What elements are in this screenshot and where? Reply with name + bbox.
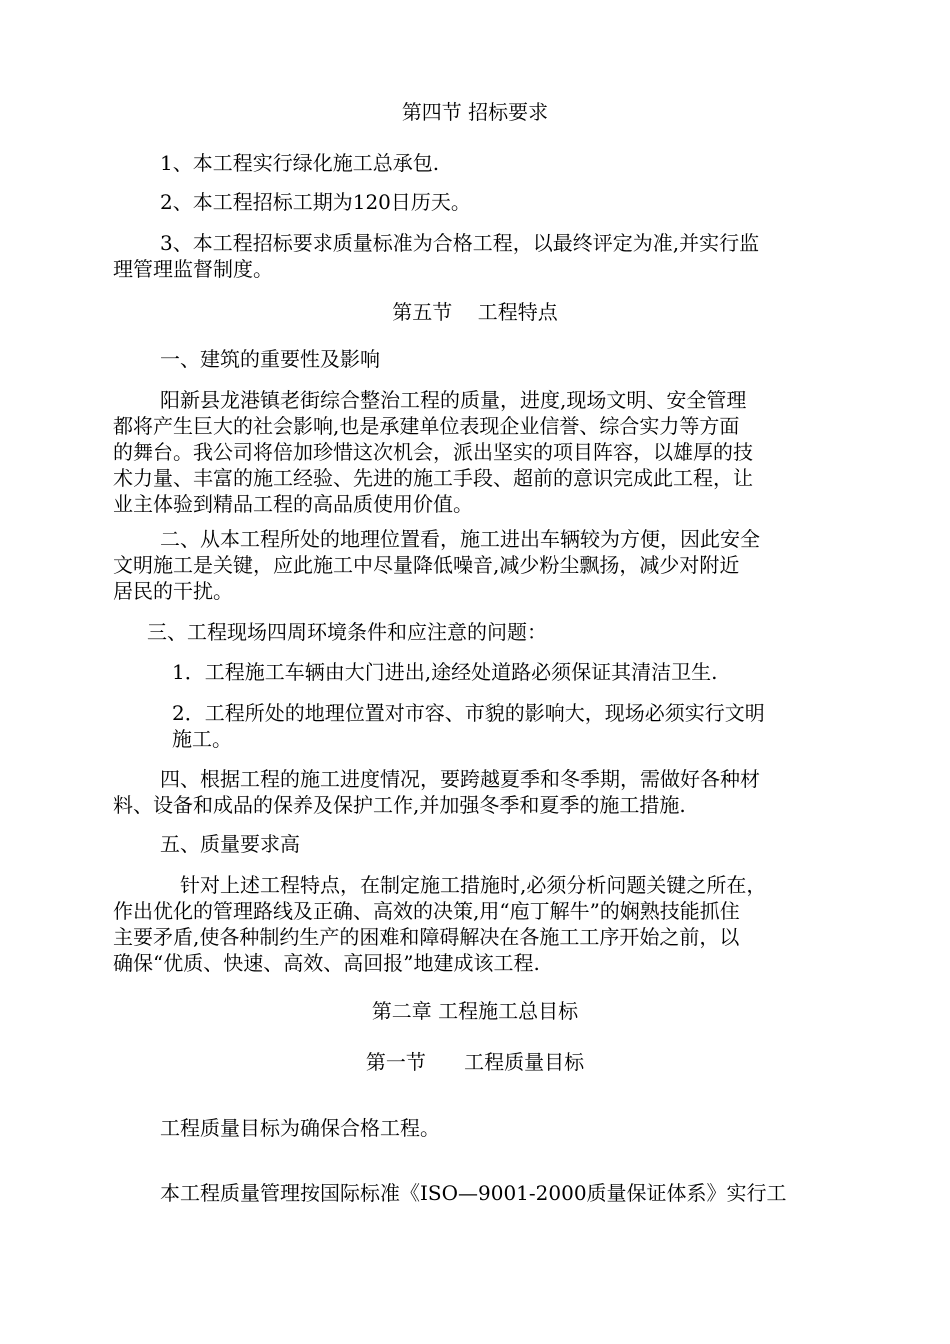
feature-5-title: 五、质量要求高: [160, 832, 300, 856]
text-line: 业主体验到精品工程的高品质使用价值。: [113, 492, 473, 516]
feature-4-paragraph: [113, 766, 843, 818]
text-line: 作出优化的管理路线及正确、高效的决策,用“庖丁解牛”的娴熟技能抓住: [113, 899, 740, 923]
feature-1-title: 一、建筑的重要性及影响: [160, 347, 380, 371]
section-4-heading: 第四节 招标要求: [401, 100, 549, 124]
text-line: 的舞台。我公司将倍加珍惜这次机会，派出坚实的项目阵容，以雄厚的技: [113, 440, 753, 464]
requirement-item-2: 2、本工程招标工期为120日历天。: [160, 190, 471, 214]
text-line: 料、设备和成品的保养及保护工作,并加强冬季和夏季的施工措施.: [113, 793, 686, 817]
text-line: 2．工程所处的地理位置对市容、市貌的影响大，现场必须实行文明: [172, 701, 765, 725]
text-line: 确保“优质、快速、高效、高回报”地建成该工程.: [113, 951, 540, 975]
feature-5-paragraph: [113, 872, 843, 976]
text-line: 施工。: [172, 727, 232, 751]
feature-2-paragraph: [113, 526, 843, 604]
chapter-2-heading: 第二章 工程施工总目标: [371, 999, 579, 1023]
text-line: 术力量、丰富的施工经验、先进的施工手段、超前的意识完成此工程，让: [113, 466, 753, 490]
section-5-heading: 第五节 工程特点: [392, 300, 558, 324]
feature-1-paragraph: [113, 387, 843, 517]
text-line: 理管理监督制度。: [113, 257, 273, 281]
text-line: 都将产生巨大的社会影响,也是承建单位表现企业信誉、综合实力等方面: [113, 414, 740, 438]
feature-3-item-2: [172, 700, 852, 752]
text-line: 针对上述工程特点，在制定施工措施时,必须分析问题关键之所在，: [180, 873, 767, 897]
text-line: 阳新县龙港镇老街综合整治工程的质量，进度,现场文明、安全管理: [160, 388, 747, 412]
requirement-item-3: [113, 230, 843, 282]
text-line: 3、本工程招标要求质量标准为合格工程，以最终评定为准,并实行监: [160, 231, 760, 255]
feature-3-title: 三、工程现场四周环境条件和应注意的问题：: [147, 620, 547, 644]
chapter-2-section-1-heading: 第一节 工程质量目标: [365, 1050, 585, 1074]
quality-target-paragraph: 工程质量目标为确保合格工程。: [160, 1116, 440, 1140]
text-line: 主要矛盾,使各种制约生产的困难和障碍解决在各施工工序开始之前，以: [113, 925, 740, 949]
requirement-item-1: 1、本工程实行绿化施工总承包.: [160, 151, 440, 175]
quality-management-paragraph: 本工程质量管理按国际标准《ISO—9001-2000质量保证体系》实行工: [160, 1181, 787, 1205]
text-line: 二、从本工程所处的地理位置看，施工进出车辆较为方便，因此安全: [160, 527, 760, 551]
text-line: 四、根据工程的施工进度情况，要跨越夏季和冬季期，需做好各种材: [160, 767, 760, 791]
feature-3-item-1: 1．工程施工车辆由大门进出,途经处道路必须保证其清洁卫生.: [172, 660, 718, 684]
text-line: 文明施工是关键，应此施工中尽量降低噪音,减少粉尘飘扬，减少对附近: [113, 553, 740, 577]
text-line: 居民的干扰。: [113, 579, 233, 603]
